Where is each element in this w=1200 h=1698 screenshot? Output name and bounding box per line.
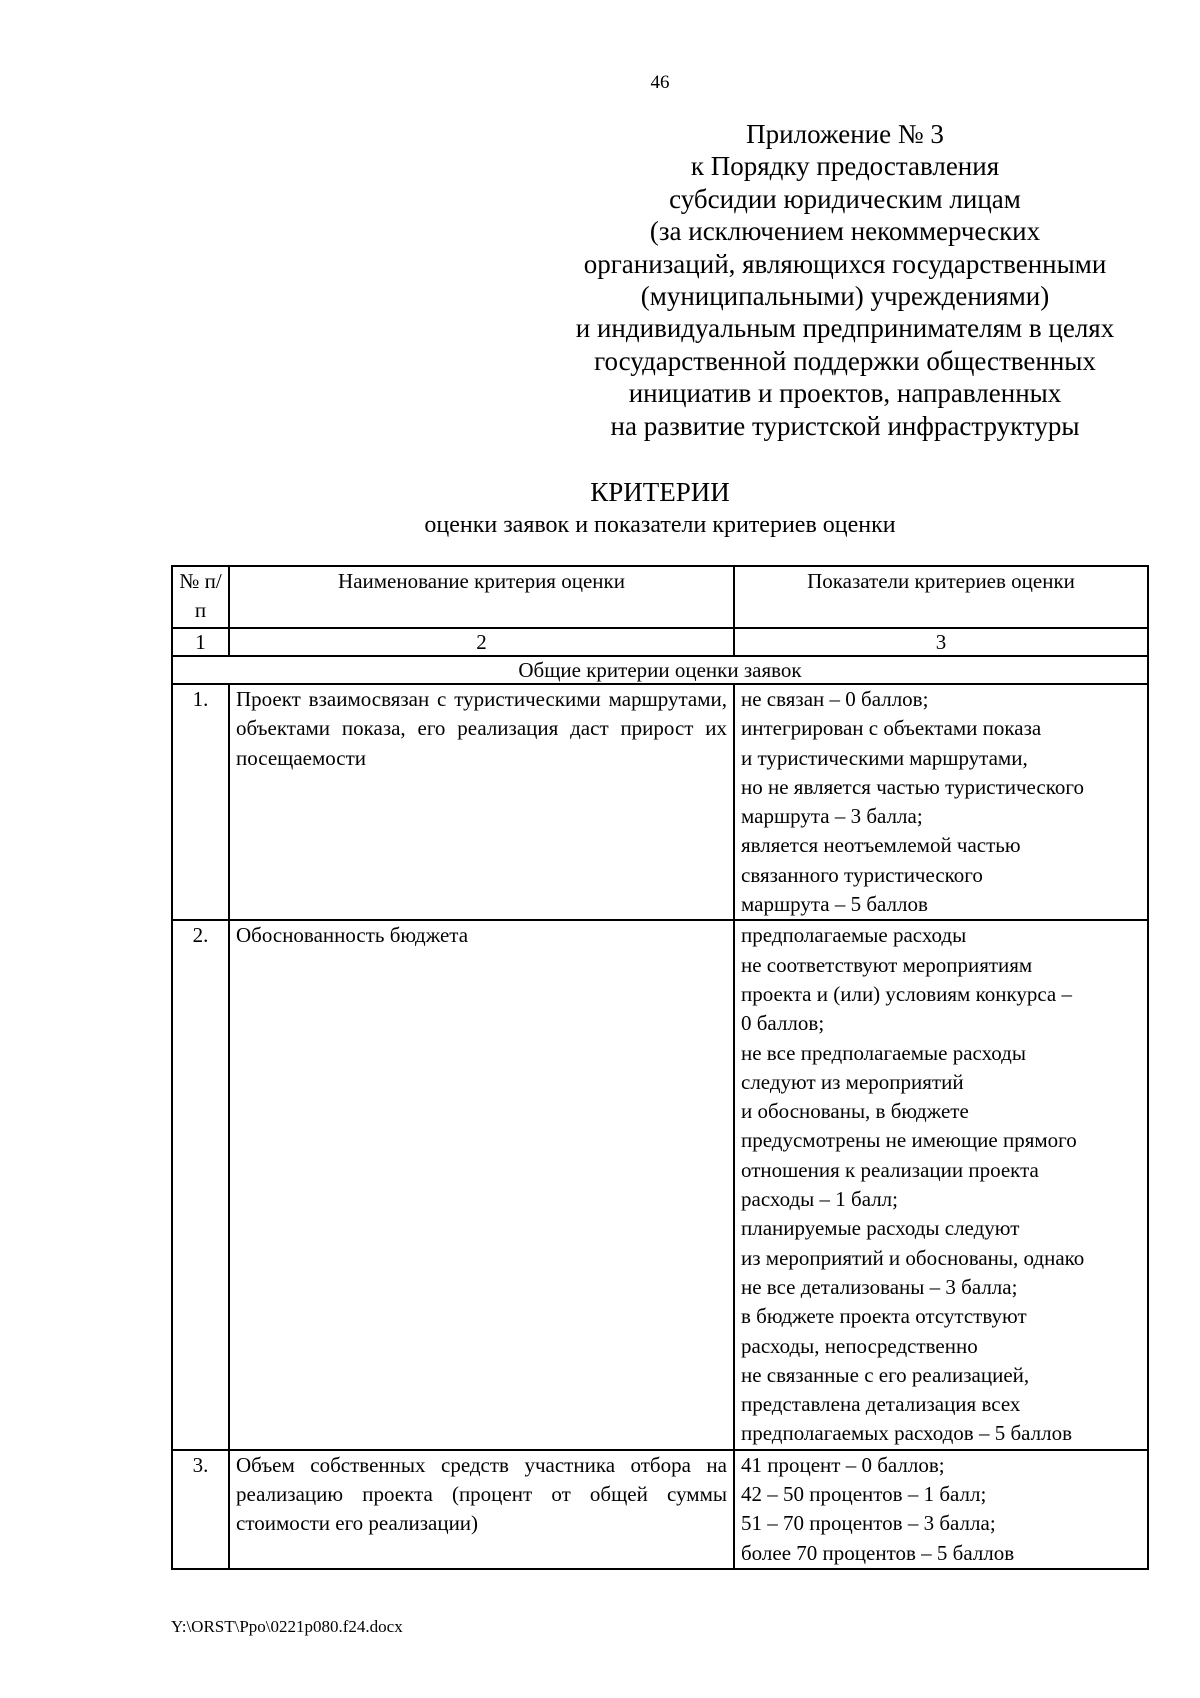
indicator-line: 0 баллов; <box>741 1011 825 1036</box>
indicator-line: не соответствуют мероприятиям <box>741 952 1033 977</box>
appendix-line: государственной поддержки общественных <box>594 345 1096 376</box>
section-title: Общие критерии оценки заявок <box>172 656 1148 684</box>
indicator-line: более 70 процентов – 5 баллов <box>741 1540 1015 1565</box>
header-number: № п/п <box>172 566 229 628</box>
indicator-line: не связанные с его реализацией, <box>741 1362 1030 1387</box>
column-index: 2 <box>229 628 734 656</box>
indicator-line: 42 – 50 процентов – 1 балл; <box>741 1482 987 1507</box>
appendix-line: инициатив и проектов, направленных <box>628 378 1062 409</box>
appendix-line: субсидии юридическим лицам <box>669 183 1021 214</box>
indicator-line: 51 – 70 процентов – 3 балла; <box>741 1511 996 1536</box>
criterion-cell: Проект взаимосвязан с туристическими маршрутами, объектами показа, его реализация даст прирост их посещаемости <box>229 684 734 920</box>
indicator-line: и обоснованы, в бюджете <box>741 1099 969 1124</box>
indicator-line: маршрута – 5 баллов <box>741 892 928 917</box>
indicator-line: связанного туристического <box>741 862 983 887</box>
appendix-line: (за исключением некоммерческих <box>649 216 1041 247</box>
row-number: 2. <box>172 920 229 1449</box>
indicator-line: в бюджете проекта отсутствуют <box>741 1304 1027 1329</box>
appendix-line: организаций, являющихся государственными <box>583 248 1107 279</box>
appendix-line: (муниципальными) учреждениями) <box>640 281 1050 312</box>
indicator-line: является неотъемлемой частью <box>741 833 1021 858</box>
header-indicators: Показатели критериев оценки <box>734 566 1148 628</box>
indicator-line: предполагаемых расходов – 5 баллов <box>741 1421 1073 1446</box>
indicator-line: предполагаемые расходы <box>741 923 967 948</box>
section-row <box>172 656 1148 684</box>
table-row <box>172 1450 1148 1569</box>
row-number: 1. <box>172 684 229 920</box>
appendix-line: к Порядку предоставления <box>690 151 1000 182</box>
column-index: 1 <box>172 628 229 656</box>
criteria-table <box>171 565 1149 1570</box>
page-number: 46 <box>650 72 670 93</box>
appendix-heading <box>575 118 1115 442</box>
indicator-line: не все предполагаемые расходы <box>741 1040 1026 1065</box>
appendix-line: Приложение № 3 <box>746 119 944 149</box>
criterion-cell: Обоснованность бюджета <box>229 920 734 1449</box>
indicator-line: маршрута – 3 балла; <box>741 804 923 829</box>
indicator-line: планируемые расходы следуют <box>741 1216 1020 1241</box>
indicators-cell <box>734 684 1148 920</box>
indicator-line: расходы – 1 балл; <box>741 1187 898 1212</box>
indicator-line: следуют из мероприятий <box>741 1069 964 1094</box>
indicator-line: представлена детализация всех <box>741 1392 1021 1417</box>
header-criterion: Наименование критерия оценки <box>229 566 734 628</box>
indicator-line: проекта и (или) условиям конкурса – <box>741 981 1073 1006</box>
indicators-cell <box>734 1450 1148 1569</box>
column-index: 3 <box>734 628 1148 656</box>
document-subtitle: оценки заявок и показатели критериев оценки <box>424 512 896 538</box>
indicator-line: 41 процент – 0 баллов; <box>741 1452 945 1477</box>
indicator-line: но не является частью туристического <box>741 774 1084 799</box>
document-title: КРИТЕРИИ <box>590 477 730 507</box>
file-path-footer: Y:\ORST\Ppo\0221p080.f24.docx <box>171 1617 403 1636</box>
column-index-row <box>172 628 1148 656</box>
indicator-line: отношения к реализации проекта <box>741 1157 1039 1182</box>
appendix-line: и индивидуальным предпринимателям в целях <box>575 313 1115 344</box>
indicator-line: предусмотрены не имеющие прямого <box>741 1128 1077 1153</box>
indicators-cell <box>734 920 1148 1449</box>
indicator-line: интегрирован с объектами показа <box>741 716 1042 741</box>
indicator-line: расходы, непосредственно <box>741 1333 978 1358</box>
table-header-row <box>172 566 1148 628</box>
appendix-line: на развитие туристской инфраструктуры <box>610 410 1080 441</box>
indicator-line: и туристическими маршрутами, <box>741 745 1028 770</box>
indicator-line: из мероприятий и обоснованы, однако <box>741 1245 1085 1270</box>
indicator-line: не все детализованы – 3 балла; <box>741 1274 1018 1299</box>
criterion-cell: Объем собственных средств участника отбора на реализацию проекта (процент от общей суммы стоимости его реализации) <box>229 1450 734 1569</box>
table-row <box>172 684 1148 920</box>
table-row <box>172 920 1148 1449</box>
row-number: 3. <box>172 1450 229 1569</box>
indicator-line: не связан – 0 баллов; <box>741 687 929 711</box>
